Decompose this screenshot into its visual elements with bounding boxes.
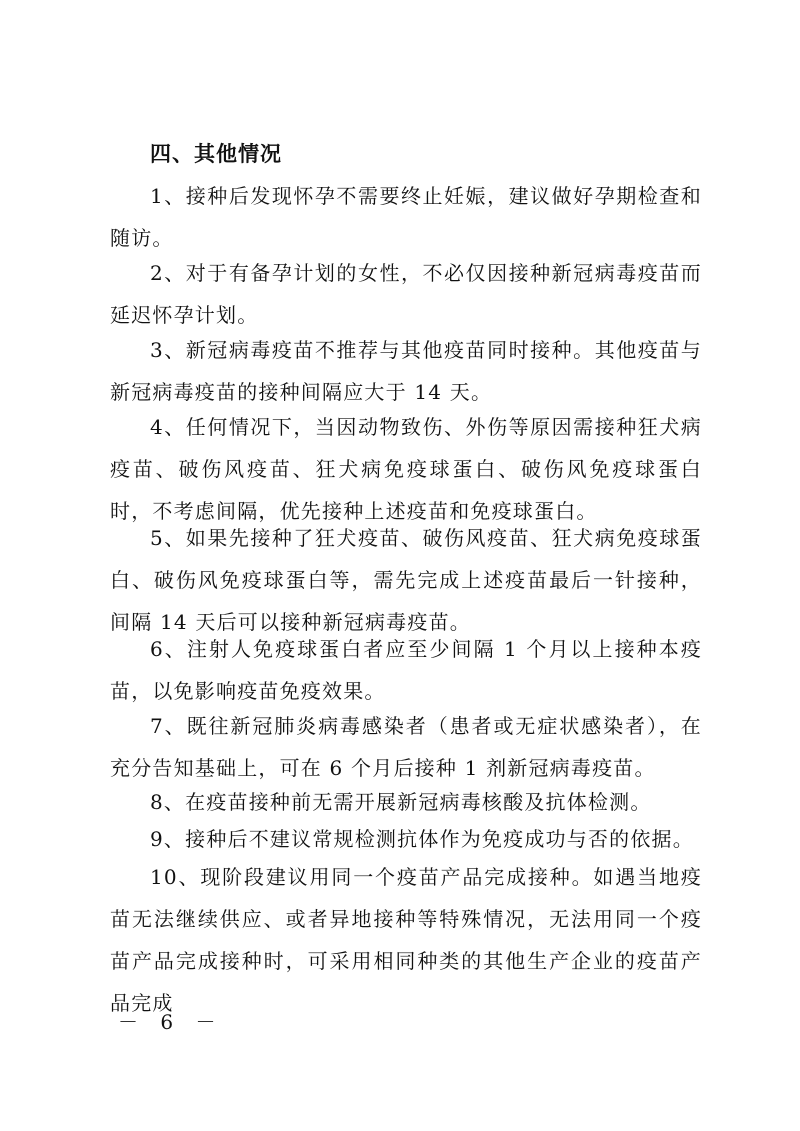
paragraph-item-3: 3、新冠病毒疫苗不推荐与其他疫苗同时接种。其他疫苗与新冠病毒疫苗的接种间隔应大于 14 天。: [110, 338, 702, 404]
paragraph-item-6: 6、注射人免疫球蛋白者应至少间隔 1 个月以上接种本疫苗，以免影响疫苗免疫效果。: [110, 637, 702, 703]
paragraph-item-10: 10、现阶段建议用同一个疫苗产品完成接种。如遇当地疫苗无法继续供应、或者异地接种等特殊情况，无法用同一个疫苗产品完成接种时，可采用相同种类的其他生产企业的疫苗产品完成: [110, 865, 702, 1015]
paragraph-item-2: 2、对于有备孕计划的女性，不必仅因接种新冠病毒疫苗而延迟怀孕计划。: [110, 261, 702, 327]
paragraph-item-5: 5、如果先接种了狂犬疫苗、破伤风疫苗、狂犬病免疫球蛋白、破伤风免疫球蛋白等，需先完成上述疫苗最后一针接种，间隔 14 天后可以接种新冠病毒疫苗。: [110, 526, 702, 634]
paragraph-item-1: 1、接种后发现怀孕不需要终止妊娠，建议做好孕期检查和随访。: [110, 184, 702, 250]
paragraph-item-7: 7、既往新冠肺炎病毒感染者（患者或无症状感染者），在充分告知基础上，可在 6 个月后接种 1 剂新冠病毒疫苗。: [110, 714, 702, 780]
section-title: 四、其他情况: [150, 142, 282, 166]
paragraph-item-4: 4、任何情况下，当因动物致伤、外伤等原因需接种狂犬病疫苗、破伤风疫苗、狂犬病免疫球蛋白、破伤风免疫球蛋白时，不考虑间隔，优先接种上述疫苗和免疫球蛋白。: [110, 415, 702, 523]
page-number: － 6 －: [118, 1010, 224, 1034]
paragraph-item-8: 8、在疫苗接种前无需开展新冠病毒核酸及抗体检测。: [150, 790, 652, 814]
paragraph-item-9: 9、接种后不建议常规检测抗体作为免疫成功与否的依据。: [150, 827, 694, 851]
